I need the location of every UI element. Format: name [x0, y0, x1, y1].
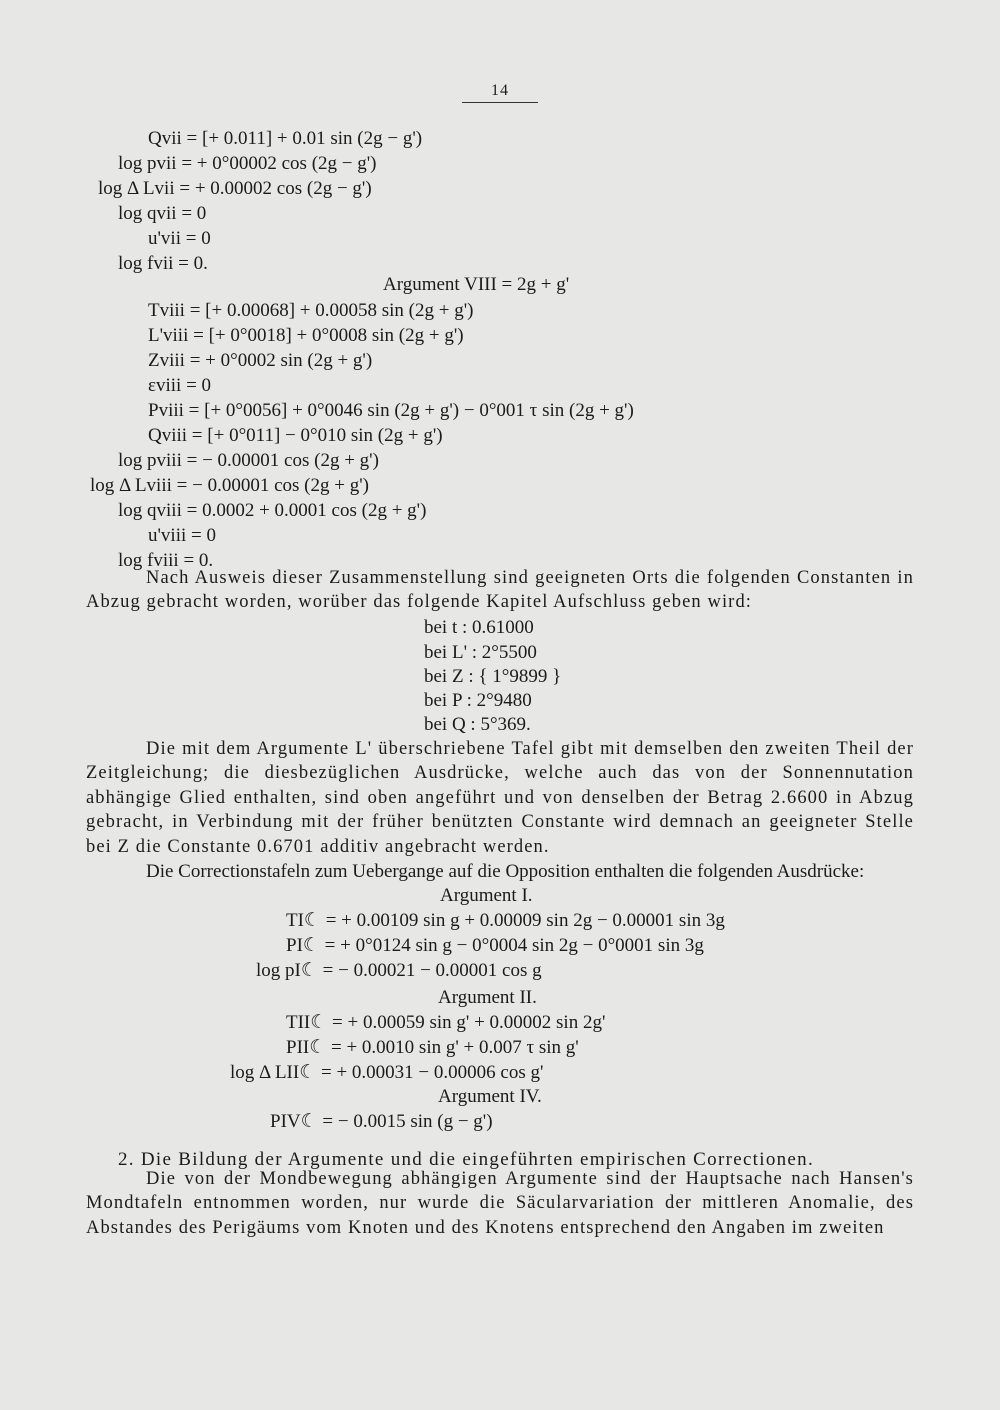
argument-heading: Argument VIII = 2g + g' — [383, 274, 570, 295]
equation-line: PIV☾ = − 0.0015 sin (g − g') — [270, 1111, 493, 1132]
constant-line: bei Q : 5°369. — [424, 714, 531, 735]
equation-line: Tviii = [+ 0.00068] + 0.00058 sin (2g + g') — [148, 300, 474, 321]
equation-line: PI☾ = + 0°0124 sin g − 0°0004 sin 2g − 0°0001 sin 3g — [286, 935, 704, 956]
equation-line: u'vii = 0 — [148, 228, 211, 249]
equation-line: TI☾ = + 0.00109 sin g + 0.00009 sin 2g − 0.00001 sin 3g — [286, 910, 725, 931]
equation-line: log Δ LII☾ = + 0.00031 − 0.00006 cos g' — [230, 1062, 544, 1083]
equation-line: log Δ Lviii = − 0.00001 cos (2g + g') — [90, 475, 369, 496]
equation-line: Zviii = + 0°0002 sin (2g + g') — [148, 350, 373, 371]
constant-line: bei P : 2°9480 — [424, 690, 532, 711]
constant-line: bei L' : 2°5500 — [424, 642, 537, 663]
paragraph: Die mit dem Argumente L' überschriebene Tafel gibt mit demselben den zweiten Theil der Zeitgleichung; die diesbezüglichen Ausdrücke, welche auch das von der Sonnennutation abhängige Glied enthalten, sind oben angeführt und von denselben der Betrag 2.6600 in Abzug gebracht, in Verbindung mit der früher benützten Constante wird demnach an geeigneter Stelle bei Z die Constante 0.6701 additiv angebracht werden. — [86, 739, 914, 857]
equation-line: TII☾ = + 0.00059 sin g' + 0.00002 sin 2g' — [286, 1012, 606, 1033]
equation-line: L'viii = [+ 0°0018] + 0°0008 sin (2g + g') — [148, 325, 464, 346]
equation-line: log qvii = 0 — [118, 203, 207, 224]
equation-line: log Δ Lvii = + 0.00002 cos (2g − g') — [98, 178, 372, 199]
equation-line: log pviii = − 0.00001 cos (2g + g') — [118, 450, 379, 471]
header-rule — [462, 102, 538, 103]
paragraph: Die Correctionstafeln zum Uebergange auf die Opposition enthalten die folgenden Ausdrücke: — [146, 861, 865, 882]
section-heading: 2. Die Bildung der Argumente und die eingeführten empirischen Correctionen. — [118, 1149, 815, 1170]
equation-line: log fviii = 0. — [118, 550, 214, 571]
paragraph: Die von der Mondbewegung abhängigen Argumente sind der Hauptsache nach Hansen's Mondtafeln entnommen worden, nur wurde die Säcularvariation der mittleren Anomalie, des Abstandes des Perigäums vom Knoten und des Knotens entsprechend den Angaben im zweiten — [86, 1169, 914, 1238]
equation-line: u'viii = 0 — [148, 525, 216, 546]
argument-heading: Argument II. — [438, 987, 537, 1008]
equation-line: εviii = 0 — [148, 375, 212, 396]
constant-line: bei Z : { 1°9899 } — [424, 666, 562, 687]
paragraph: Nach Ausweis dieser Zusammenstellung sind geeigneten Orts die folgenden Constanten in Abzug gebracht worden, worüber das folgende Kapitel Aufschluss geben wird: — [86, 568, 914, 613]
page-number: 14 — [491, 82, 509, 99]
equation-line: Pviii = [+ 0°0056] + 0°0046 sin (2g + g') − 0°001 τ sin (2g + g') — [148, 400, 634, 421]
equation-line: log pvii = + 0°00002 cos (2g − g') — [118, 153, 377, 174]
equation-line: log fvii = 0. — [118, 253, 208, 274]
equation-line: PII☾ = + 0.0010 sin g' + 0.007 τ sin g' — [286, 1037, 579, 1058]
equation-line: Qvii = [+ 0.011] + 0.01 sin (2g − g') — [148, 128, 423, 149]
argument-heading: Argument I. — [440, 885, 533, 906]
equation-line: log pI☾ = − 0.00021 − 0.00001 cos g — [256, 960, 542, 981]
equation-line: log qviii = 0.0002 + 0.0001 cos (2g + g') — [118, 500, 427, 521]
equation-line: Qviii = [+ 0°011] − 0°010 sin (2g + g') — [148, 425, 443, 446]
constant-line: bei t : 0.61000 — [424, 617, 534, 638]
argument-heading: Argument IV. — [438, 1086, 542, 1107]
